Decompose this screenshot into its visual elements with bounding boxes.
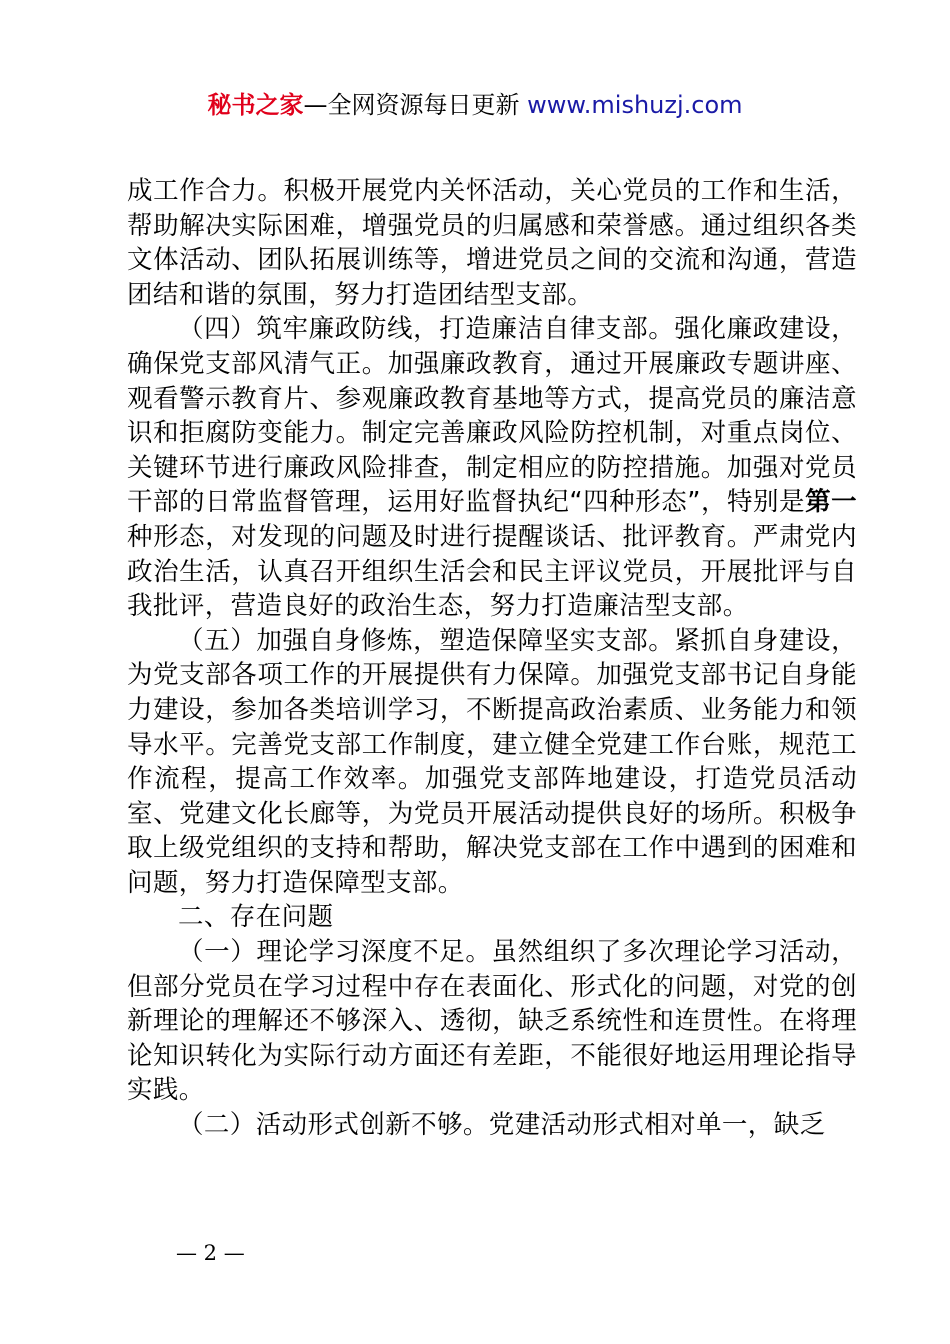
paragraph-text: 种形态，对发现的问题及时进行提醒谈话、批评教育。严肃党内政治生活，认真召开组织生活会和民主评议党员，开展批评与自我批评，营造良好的政治生态，努力打造廉洁型支部。	[127, 521, 857, 622]
paragraph-continuation: 成工作合力。积极开展党内关怀活动，关心党员的工作和生活，帮助解决实际困难，增强党员的归属感和荣誉感。通过组织各类文体活动、团队拓展训练等，增进党员之间的交流和沟通，营造团结和谐的氛围，努力打造团结型支部。	[127, 176, 857, 310]
section-heading: 二、存在问题	[178, 902, 334, 933]
paragraph-section-five: （五）加强自身修炼，塑造保障坚实支部。紧抓自身建设，为党支部各项工作的开展提供有力保障。加强党支部书记自身能力建设，参加各类培训学习，不断提高政治素质、业务能力和领导水平。完善党支部工作制度，建立健全党建工作台账，规范工作流程，提高工作效率。加强党支部阵地建设，打造党员活动室、党建文化长廊等，为党员开展活动提供良好的场所。积极争取上级党组织的支持和帮助，解决党支部在工作中遇到的困难和问题，努力打造保障型支部。	[127, 625, 857, 898]
page-number: — 2 —	[176, 1241, 245, 1265]
bold-emphasis: 第一	[805, 487, 857, 518]
paragraph-section-four	[127, 312, 857, 623]
site-header	[0, 88, 950, 122]
paragraph-text: （四）筑牢廉政防线，打造廉洁自律支部。强化廉政建设，确保党支部风清气正。加强廉政教育，通过开展廉政专题讲座、观看警示教育片、参观廉政教育基地等方式，提高党员的廉洁意识和拒腐防变能力。制定完善廉政风险防控机制，对重点岗位、关键环节进行廉政风险排查，制定相应的防控措施。加强对党员干部的日常监督管理，运用好监督执纪“四种形态”，特别是	[127, 314, 857, 518]
paragraph-problem-two: （二）活动形式创新不够。党建活动形式相对单一，缺乏	[178, 1110, 826, 1141]
brand-name: 秘书之家	[207, 91, 304, 119]
document-body	[127, 174, 857, 1143]
paragraph-problem-one: （一）理论学习深度不足。虽然组织了多次理论学习活动，但部分党员在学习过程中存在表面化、形式化的问题，对党的创新理论的理解还不够深入、透彻，缺乏系统性和连贯性。在将理论知识转化为实际行动方面还有差距，不能很好地运用理论指导实践。	[127, 937, 857, 1106]
site-url-link[interactable]: www.mishuzj.com	[527, 91, 743, 119]
header-slogan: —全网资源每日更新	[303, 91, 528, 119]
